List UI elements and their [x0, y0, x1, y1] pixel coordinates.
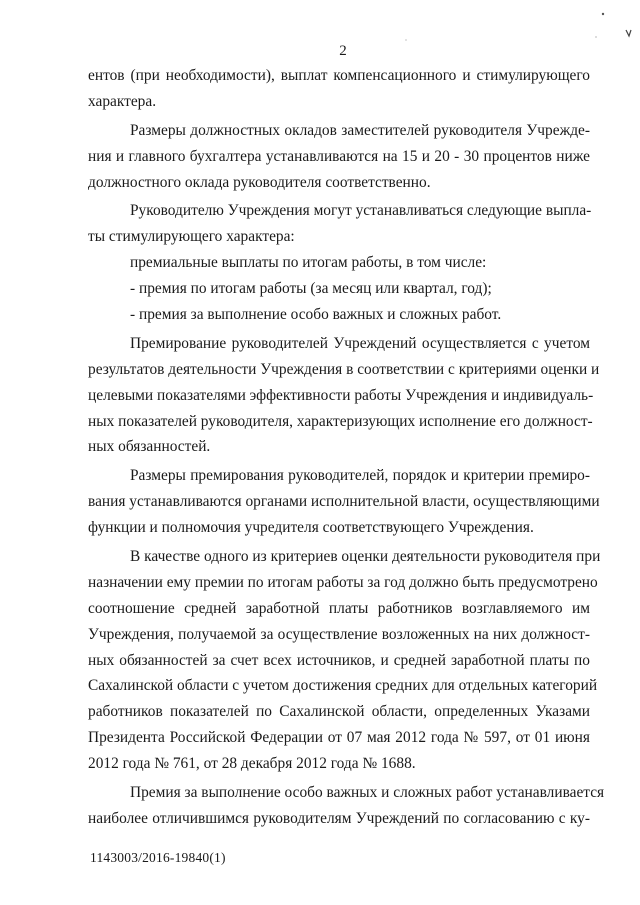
text-line: - премия за выполнение особо важных и сложных работ.: [130, 306, 502, 324]
text-line: - премия по итогам работы (за месяц или квартал, год);: [130, 280, 492, 298]
text-line: В качестве одного из критериев оценки деятельности руководителя при: [130, 548, 601, 566]
text-line: ты стимулирующего характера:: [88, 228, 295, 246]
text-line: целевыми показателями эффективности работы Учреждения и индивидуаль-: [88, 386, 594, 404]
text-line: Руководителю Учреждения могут устанавливаться следующие выпла-: [130, 202, 592, 220]
text-line: ентов (при необходимости), выплат компенсационного и стимулирующего: [88, 67, 590, 84]
document-id: 1143003/2016-19840(1): [90, 850, 226, 865]
body-text: [88, 63, 605, 832]
text-line: Президента Российской Федерации от 07 мая 2012 года № 597, от 01 июня: [88, 729, 590, 747]
text-line: функции и полномочия учредителя соответствующего Учреждения.: [88, 519, 534, 537]
text-line: назначении ему премии по итогам работы за год должно быть предусмотрено: [88, 573, 598, 591]
text-line: Премирование руководителей Учреждений осуществляется с учетом: [130, 334, 590, 352]
scan-speck: [595, 36, 596, 37]
text-line: премиальные выплаты по итогам работы, в том числе:: [130, 254, 487, 272]
text-line: Учреждения, получаемой за осуществление возложенных на них должност-: [88, 625, 590, 643]
text-line: ния и главного бухгалтера устанавливаются на 15 и 20 - 30 процентов ниже: [88, 147, 590, 165]
text-line: соотношение средней заработной платы работников возглавляемого им: [88, 599, 590, 617]
page-number: 2: [339, 43, 347, 59]
text-line: Размеры должностных окладов заместителей руководителя Учрежде-: [130, 121, 590, 139]
text-line: работников показателей по Сахалинской области, определенных Указами: [88, 703, 590, 721]
text-line: Премия за выполнение особо важных и сложных работ устанавливается: [130, 784, 605, 802]
text-line: наиболее отличившимся руководителям Учреждений по согласованию с ку-: [88, 809, 590, 827]
text-line: результатов деятельности Учреждения в соответствии с критериями оценки и: [88, 360, 600, 378]
scan-speck: [405, 39, 406, 40]
text-line: вания устанавливаются органами исполнительной власти, осуществляющими: [88, 493, 600, 511]
scan-speck: [602, 13, 604, 15]
text-line: ных обязанностей.: [88, 438, 211, 456]
text-line: должностного оклада руководителя соответственно.: [88, 173, 431, 191]
text-line: ных обязанностей за счет всех источников, и средней заработной платы по: [88, 651, 590, 669]
scan-mark: [626, 30, 631, 36]
text-line: Размеры премирования руководителей, порядок и критерии премиро-: [130, 467, 590, 485]
text-line: ных показателей руководителя, характеризующих исполнение его должност-: [88, 412, 593, 430]
text-line: характера.: [88, 92, 157, 110]
text-line: Сахалинской области с учетом достижения средних для отдельных категорий: [88, 677, 598, 695]
text-line: 2012 года № 761, от 28 декабря 2012 года № 1688.: [88, 755, 416, 773]
